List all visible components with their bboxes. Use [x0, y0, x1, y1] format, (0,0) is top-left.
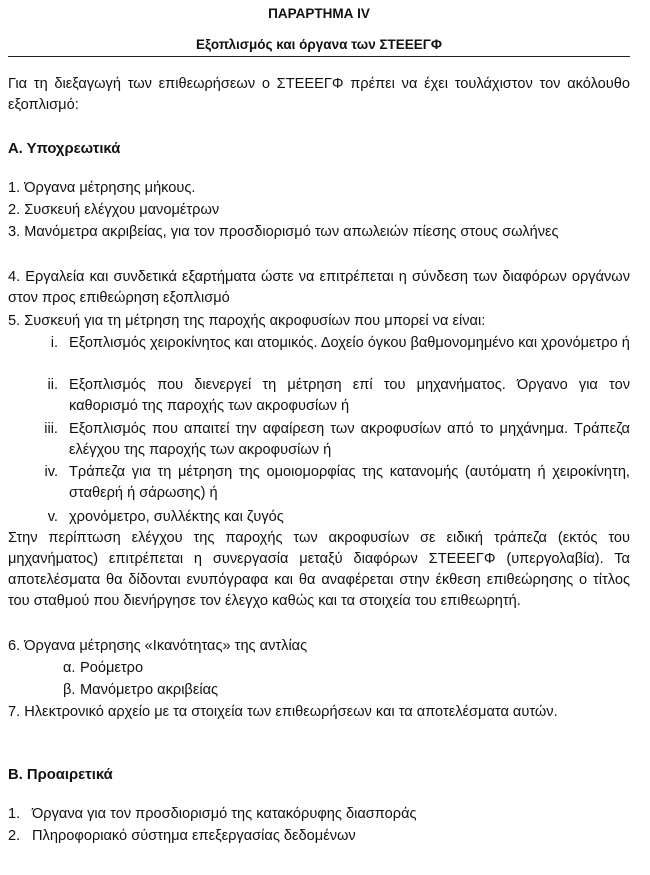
sub-item-number: iv.: [44, 464, 58, 480]
title-divider: [8, 56, 630, 57]
sub-item-number: iii.: [44, 421, 58, 437]
sub-item-text: χρονόμετρο, συλλέκτης και ζυγός: [69, 509, 284, 525]
greek-sub-item: [63, 658, 143, 679]
greek-sub-text: Ροόμετρο: [80, 660, 144, 676]
optional-item-number: 1.: [8, 806, 21, 822]
greek-sub-text: Μανόμετρο ακριβείας: [80, 682, 219, 698]
list-item: 5. Συσκευή για τη μέτρηση της παροχής ακροφυσίων που μπορεί να είναι:: [8, 313, 486, 329]
list-item: 7. Ηλεκτρονικό αρχείο με τα στοιχεία των επιθεωρήσεων και τα αποτελέσματα αυτών.: [8, 704, 558, 720]
sub-item-number: v.: [47, 509, 58, 525]
section-b-heading: Β. Προαιρετικά: [8, 767, 113, 783]
list-item: 3. Μανόμετρα ακριβείας, για τον προσδιορισμό των απωλειών πίεσης στους σωλήνες: [8, 224, 559, 240]
annex-title: ΠΑΡΑΡΤΗΜΑ IV: [268, 6, 370, 21]
optional-item-text: Όργανα για τον προσδιορισμό της κατακόρυφης διασποράς: [32, 806, 417, 822]
sub-item-text: Εξοπλισμός που απαιτεί την αφαίρεση των ακροφυσίων από το μηχάνημα. Τράπεζα ελέγχου της παροχής των ακροφυσίων ή: [69, 421, 630, 458]
intro-paragraph: Για τη διεξαγωγή των επιθεωρήσεων ο ΣΤΕΕΕΓΦ πρέπει να έχει τουλάχιστον τον ακόλουθο εξοπλισμό:: [8, 76, 630, 113]
sub-item-text: Εξοπλισμός που διενεργεί τη μέτρηση επί του μηχανήματος. Όργανο για τον καθορισμό της παροχής των ακροφυσίων ή: [69, 377, 630, 414]
sub-item-text: Τράπεζα για τη μέτρηση της ομοιομορφίας της κατανομής (αυτόματη ή χειροκίνητη, σταθερή ή σάρωσης) ή: [69, 464, 630, 501]
list-item: [8, 804, 630, 825]
list-item: 1. Όργανα μέτρησης μήκους.: [8, 180, 196, 196]
list-item: 6. Όργανα μέτρησης «Ικανότητας» της αντλίας: [8, 638, 308, 654]
greek-sub-item: [63, 680, 218, 701]
greek-letter: β.: [63, 682, 76, 698]
list-item: [8, 826, 630, 847]
sub-item-text: Εξοπλισμός χειροκίνητος και ατομικός. Δοχείο όγκου βαθμονομημένο και χρονόμετρο ή: [69, 335, 630, 351]
subcontracting-note: Στην περίπτωση ελέγχου της παροχής των ακροφυσίων σε ειδική τράπεζα (εκτός του μηχανήματος) επιτρέπεται η συνεργασία μεταξύ διαφόρων ΣΤΕΕΕΓΦ (υπεργολαβία). Τα αποτελέσματα θα δίδονται ενυπόγραφα και θα αναφέρεται στην έκθεση επιθεώρησης ο τίτλος του σταθμού που διενήργησε τον έλεγχο καθώς και τα στοιχεία του επιθεωρητή.: [8, 530, 630, 609]
annex-subtitle: Εξοπλισμός και όργανα των ΣΤΕΕΕΓΦ: [195, 37, 443, 52]
sub-item-number: ii.: [47, 377, 58, 393]
optional-item-text: Πληροφοριακό σύστημα επεξεργασίας δεδομένων: [32, 828, 356, 844]
list-item: 4. Εργαλεία και συνδετικά εξαρτήματα ώστε να επιτρέπεται η σύνδεση των διαφόρων οργάνων στον προς επιθεώρηση εξοπλισμό: [8, 269, 630, 306]
list-item: 2. Συσκευή ελέγχου μανομέτρων: [8, 202, 220, 218]
optional-item-number: 2.: [8, 828, 21, 844]
sub-item-number: i.: [50, 335, 58, 351]
section-a-heading: Α. Υποχρεωτικά: [8, 141, 121, 157]
greek-letter: α.: [63, 660, 76, 676]
